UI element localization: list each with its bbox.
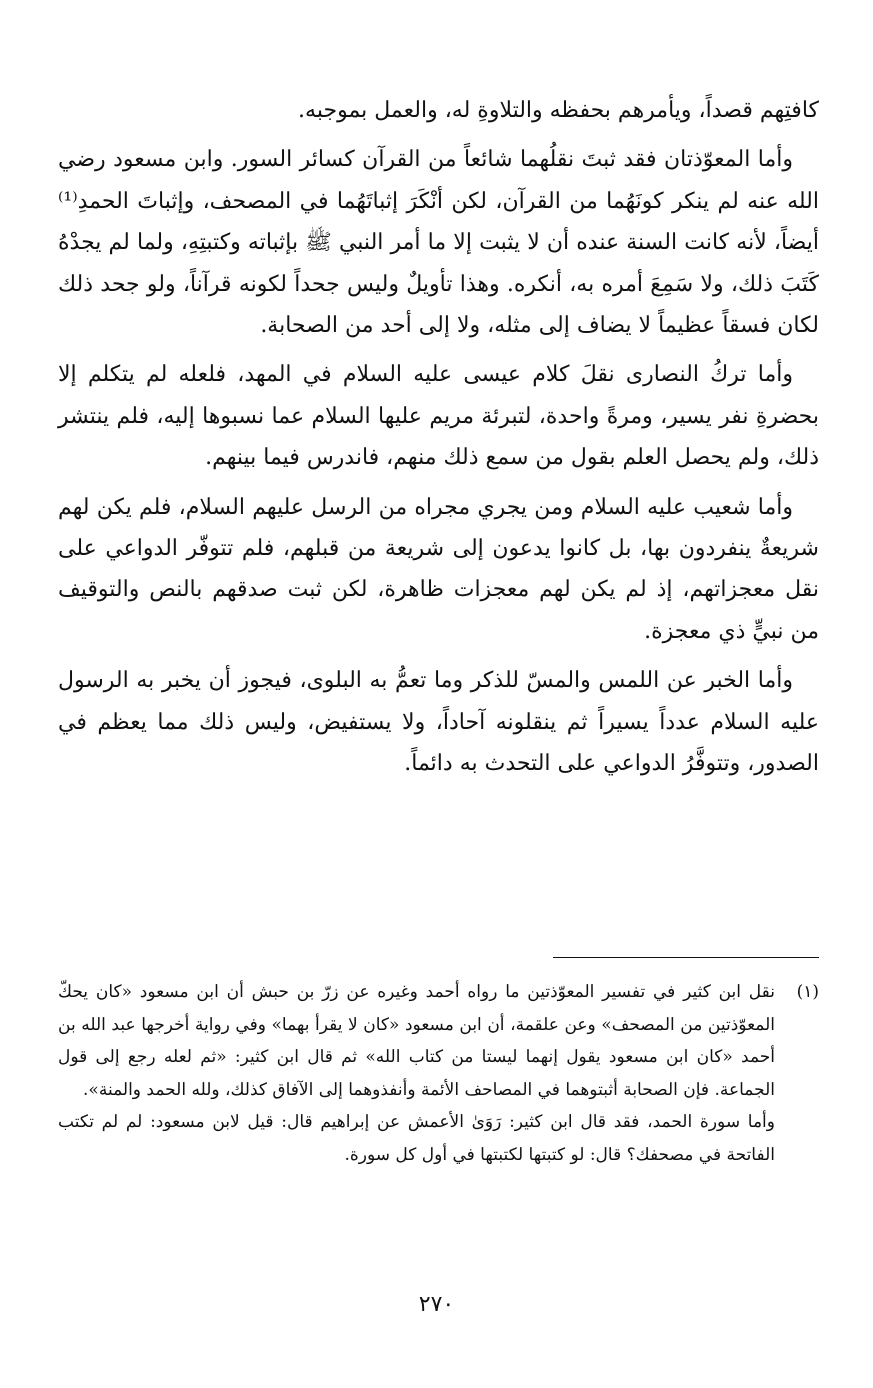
page-number: ٢٧٠ <box>418 1292 455 1317</box>
paragraph-nasara: وأما تركُ النصارى نقلَ كلام عيسى عليه السلام في المهد، فلعله لم يتكلم إلا بحضرةِ نفر يسير، ومرةً واحدة، لتبرئة مريم عليها السلام عما نسبوها إليه، فلم ينتشر ذلك، ولم يحصل العلم بقول من سمع ذلك منهم، فاندرس فيما بينهم. <box>58 362 819 471</box>
footnote-1 <box>58 976 819 1106</box>
footnotes <box>58 976 819 1171</box>
footnote-continuation: وأما سورة الحمد، فقد قال ابن كثير: رَوَىٰ الأعمش عن إبراهيم قال: قيل لابن مسعود: لم لم تكتب الفاتحة في مصحفك؟ قال: لو كتبتها لكتبتها في أول كل سورة. <box>58 1112 775 1165</box>
footnote-text: نقل ابن كثير في تفسير المعوّذتين ما رواه أحمد وغيره عن زرّ بن حبش أن ابن مسعود «كان يحكّ المعوّذتين من المصحف» وعن علقمة، أن ابن مسعود «كان لا يقرأ بهما» وفي رواية أخرجها عبد الله بن أحمد «كان ابن مسعود يقول إنهما ليستا من كتاب الله» ثم قال ابن كثير: «ثم لعله رجع إلى قول الجماعة. فإن الصحابة أثبتوهما في المصاحف الأئمة وأنفذوهما إلى الآفاق كذلك، ولله الحمد والمنة». <box>58 982 775 1100</box>
paragraph-continuation: كافتِهم قصداً، ويأمرهم بحفظه والتلاوةِ له، والعمل بموجبه. <box>298 98 819 123</box>
paragraph-muawwidhatan: وأما المعوّذتان فقد ثبتَ نقلُهما شائعاً من القرآن كسائر السور. وابن مسعود رضي الله عنه لم ينكر كونَهُما من القرآن، لكن أنْكَرَ إثباتَهُما في المصحف، وإثباتَ الحمدِ⁽¹⁾ أيضاً، لأنه كانت السنة عنده أن لا يثبت إلا ما أمر النبي ﷺ بإثباته وكتبتِهِ، ولما لم يجدْهُ كَتَبَ ذلك، ولا سَمِعَ أمره به، أنكره. وهذا تأويلٌ وليس جحداً لكونه قرآناً، ولو جحد ذلك لكان فسقاً عظيماً لا يضاف إلى مثله، ولا إلى أحد من الصحابة. <box>58 147 819 339</box>
footnote-separator <box>553 957 819 958</box>
footnote-number: (١) <box>796 982 819 1002</box>
paragraph-khabar-lams: وأما الخبر عن اللمس والمسّ للذكر وما تعمُّ به البلوى، فيجوز أن يخبر به الرسول عليه السلام عدداً يسيراً ثم ينقلونه آحاداً، ولا يستفيض، وليس ذلك مما يعظم في الصدور، وتتوفَّرُ الدواعي على التحدث به دائماً. <box>58 668 819 777</box>
paragraph-shuayb: وأما شعيب عليه السلام ومن يجري مجراه من الرسل عليهم السلام، فلم يكن لهم شريعةٌ ينفردون بها، بل كانوا يدعون إلى شريعة من قبلهم، فلم تتوفّر الدواعي على نقل معجزاتهم، إذ لم يكن لهم معجزات ظاهرة، لكن ثبت صدقهم بالنص والتوقيف من نبيٍّ ذي معجزة. <box>58 494 819 644</box>
main-text <box>58 90 819 785</box>
